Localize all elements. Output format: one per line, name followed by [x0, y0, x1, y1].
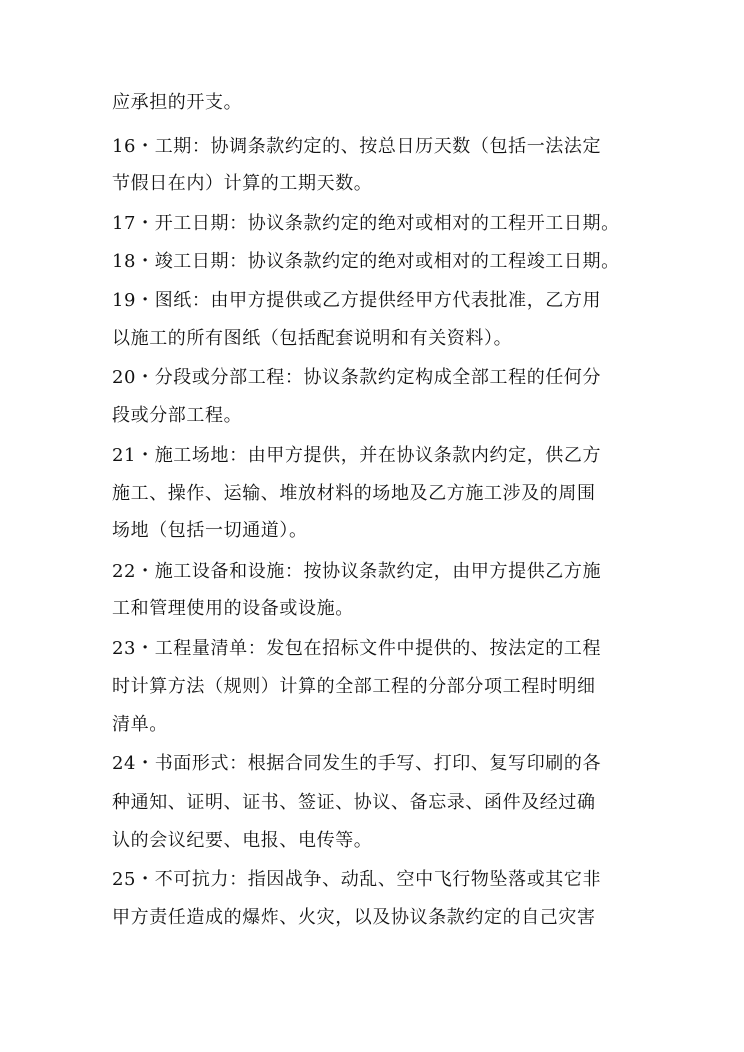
- text-line: 25・不可抗力：指因战争、动乱、空中飞行物坠落或其它非: [112, 869, 602, 890]
- text-line: 认的会议纪要、电报、电传等。: [112, 830, 373, 851]
- text-line: 以施工的所有图纸（包括配套说明和有关资料）。: [112, 328, 513, 349]
- text-line: 清单。: [112, 714, 168, 735]
- text-line: 20・分段或分部工程：协议条款约定构成全部工程的任何分: [112, 367, 602, 388]
- text-line: 23・工程量清单：发包在招标文件中提供的、按法定的工程: [112, 638, 602, 659]
- text-line: 18・竣工日期：协议条款约定的绝对或相对的工程竣工日期。: [112, 251, 620, 272]
- text-line: 24・书面形式：根据合同发生的手写、打印、复写印刷的各: [112, 753, 602, 774]
- text-line: 16・工期：协调条款约定的、按总日历天数（包括一法法定: [112, 136, 602, 157]
- text-line: 19・图纸：由甲方提供或乙方提供经甲方代表批准，乙方用: [112, 290, 602, 311]
- text-line: 施工、操作、运输、堆放材料的场地及乙方施工涉及的周围: [112, 483, 596, 504]
- text-line: 工和管理使用的设备或设施。: [112, 598, 354, 619]
- text-line: 种通知、证明、证书、签证、协议、备忘录、函件及经过确: [112, 792, 596, 813]
- text-line: 节假日在内）计算的工期天数。: [112, 173, 373, 194]
- text-line: 时计算方法（规则）计算的全部工程的分部分项工程时明细: [112, 676, 596, 697]
- text-line: 22・施工设备和设施：按协议条款约定，由甲方提供乙方施: [112, 561, 602, 582]
- text-line: 甲方责任造成的爆炸、火灾，以及协议条款约定的自己灾害: [112, 907, 596, 928]
- text-line: 场地（包括一切通道）。: [112, 520, 308, 541]
- text-line: 17・开工日期：协议条款约定的绝对或相对的工程开工日期。: [112, 213, 620, 234]
- text-line: 段或分部工程。: [112, 405, 243, 426]
- text-line: 应承担的开支。: [112, 92, 243, 113]
- text-line: 21・施工场地：由甲方提供，并在协议条款内约定，供乙方: [112, 445, 602, 466]
